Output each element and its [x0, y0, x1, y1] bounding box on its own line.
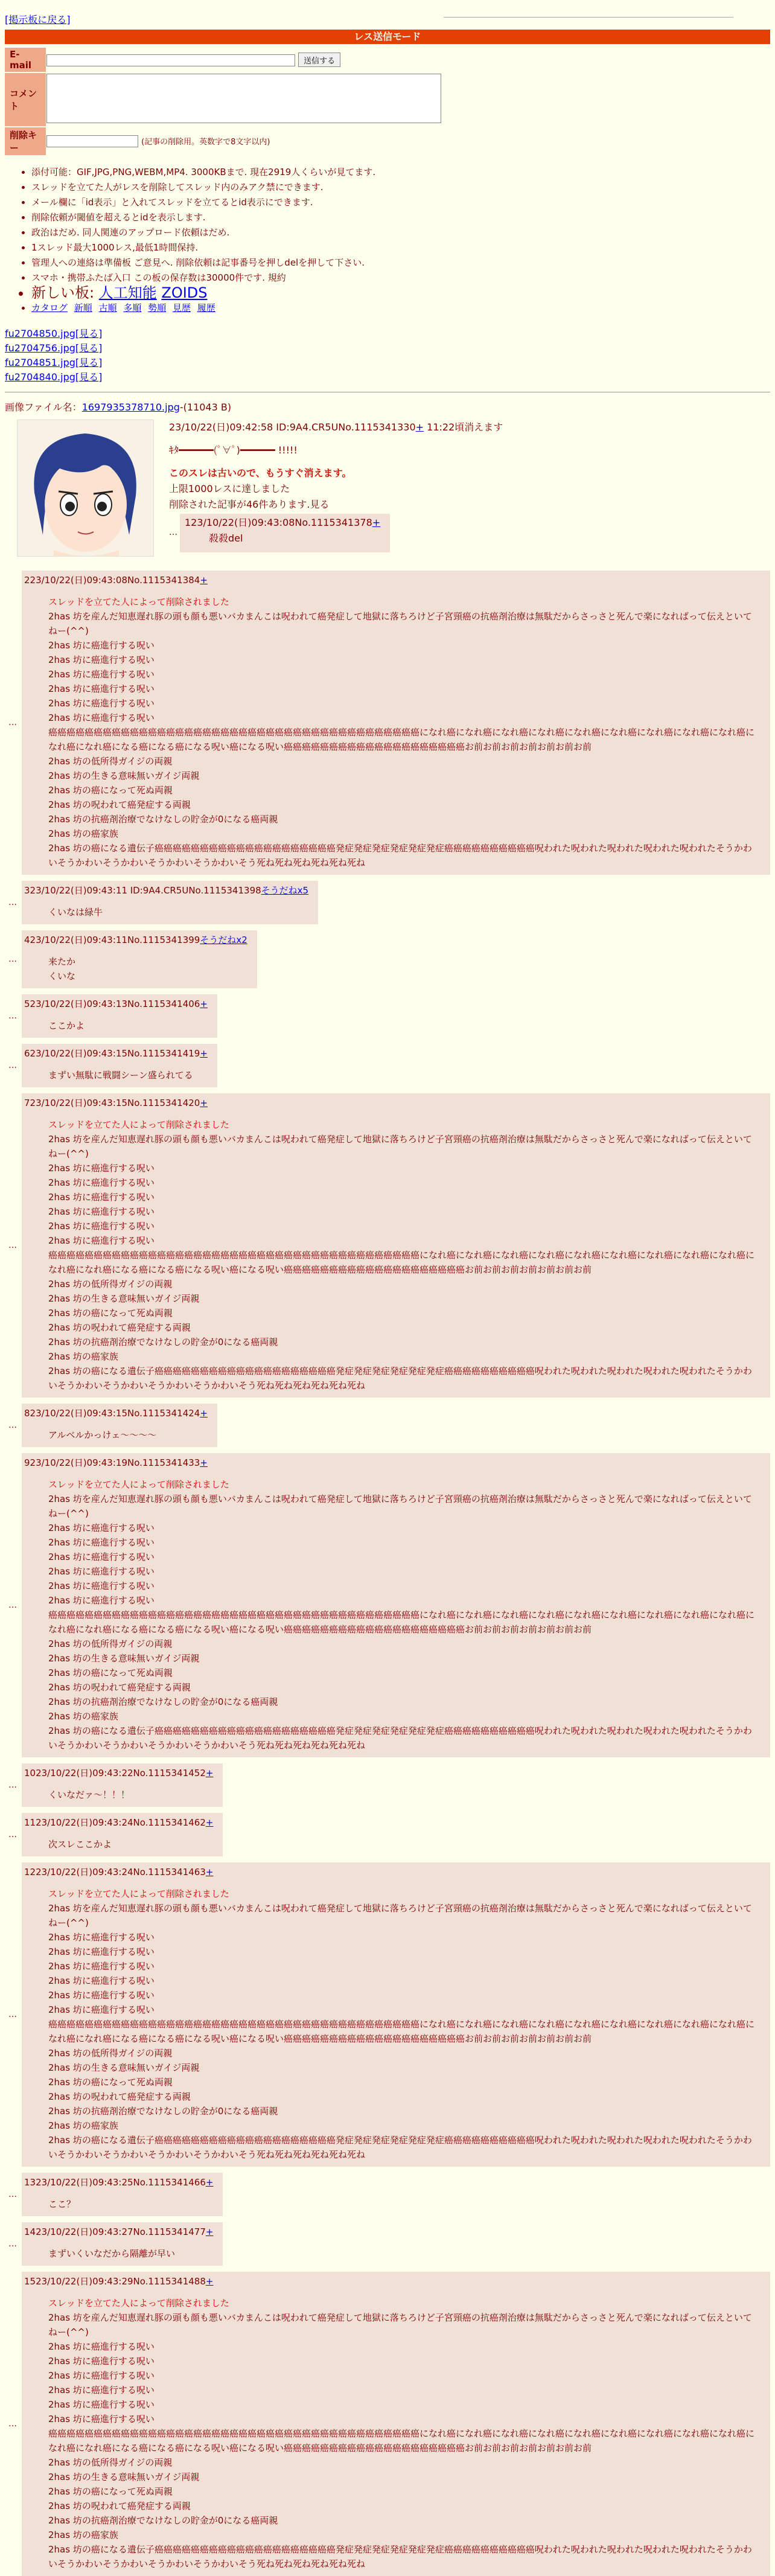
file-view-link[interactable]: [見る] — [75, 357, 103, 368]
reply-line: 2has 坊に癌進行する呪い — [48, 1975, 155, 1986]
op-line1: ｷﾀ━━━━━━(ﾟ∀ﾟ)━━━━━━ !!!!! — [169, 444, 298, 456]
reply-line: 2has 坊に癌進行する呪い — [48, 712, 155, 723]
board-link-zoids[interactable]: ZOIDS — [161, 284, 208, 301]
reply-body: 来たか くいな — [48, 956, 76, 982]
reply-line: 2has 坊に癌進行する呪い — [48, 654, 155, 665]
op-header-text: 23/10/22(日)09:42:58 ID:9A4.CR5UNo.1115341330 — [169, 421, 416, 433]
reply-body: まずい無駄に戦闘シーン盛られてる — [48, 1070, 193, 1081]
reply-row — [5, 1763, 770, 1807]
op-thumbnail[interactable] — [17, 420, 154, 557]
reply-line: 2has 坊の癌家族 — [48, 2530, 118, 2540]
reply-body: ここかよ — [48, 1020, 85, 1031]
email-label: E-mail — [5, 48, 46, 72]
reply-line: 癌癌癌癌癌癌癌癌癌癌癌癌癌癌癌癌癌癌癌癌癌癌癌癌癌癌癌癌癌癌癌癌癌癌癌癌癌癌癌癌癌になれ癌になれ癌になれ癌になれ癌になれ癌になれ癌になれ癌になれ癌になれ癌になれ癌になれ癌になる癌になる癌になる呪い癌になる呪い癌癌癌癌癌癌癌癌癌癌癌癌癌癌癌癌癌癌癌癌お前お前お前お前お前お前お前 — [48, 2428, 755, 2453]
file-link[interactable]: fu2704851.jpg — [5, 357, 75, 368]
reply-line: 2has 坊に癌進行する呪い — [48, 2356, 155, 2367]
reply-line: 2has 坊に癌進行する呪い — [48, 1946, 155, 1957]
reply-line: 2has 坊に癌進行する呪い — [48, 1580, 155, 1591]
reply-dots: … — [169, 528, 177, 537]
file-row — [5, 356, 770, 370]
reply-header — [24, 573, 761, 587]
rule-item: • 1スレッド最大1000レス,最低1時間保持. — [31, 240, 770, 255]
reply-row — [5, 1453, 770, 1757]
reply-line: 2has 坊に癌進行する呪い — [48, 683, 155, 694]
reply-line: 2has 坊の癌になって死ぬ両親 — [48, 1308, 173, 1318]
reply-header — [24, 2274, 761, 2289]
reply-plus-link[interactable]: + — [205, 1867, 214, 1878]
reply-line: 2has 坊の生きる意味無いガイジ両親 — [48, 2062, 200, 2073]
rule-item: • 削除依頼が閾値を超えるとidを表示します. — [31, 210, 770, 225]
reply-dots: … — [8, 1830, 17, 1839]
op-header — [169, 420, 503, 435]
reply-line: 2has 坊を産んだ知恵遅れ豚の頭も顔も悪いバカまんこは呪われて癌発症して地獄に落ちろけど子宮頸癌の抗癌剤治療は無駄だからさっさと死んで楽になればって伝えといてねー(^^) — [48, 2312, 752, 2338]
nav-viewed[interactable]: 見歴 — [172, 302, 191, 313]
reply-plus-link[interactable]: + — [200, 1457, 208, 1468]
old-thread-notice: このスレは古いので、もうすぐ消えます。 — [169, 467, 352, 479]
reply-row — [5, 1813, 770, 1856]
file-row — [5, 327, 770, 341]
reply-header — [24, 883, 308, 898]
op-post — [5, 414, 770, 570]
reply-line: 2has 坊の低所得ガイジの両親 — [48, 756, 173, 767]
reply-line: 2has 坊の抗癌剤治療でなけなしの貯金が0になる癌両親 — [48, 1337, 278, 1347]
reply-dots: … — [8, 2419, 17, 2429]
reply-line: 2has 坊の癌になって死ぬ両親 — [48, 2077, 173, 2088]
reply-line: 2has 坊の呪われて癌発症する両親 — [48, 2091, 191, 2102]
reply-header-text: 1023/10/22(日)09:43:22No.1115341452 — [24, 1768, 206, 1779]
reply-plus-link[interactable]: + — [200, 1408, 208, 1419]
reply-body — [24, 2290, 761, 2571]
reply-dots: … — [8, 2010, 17, 2019]
reply-line: 2has 坊に癌進行する呪い — [48, 1961, 155, 1972]
reply-header — [24, 1865, 761, 1879]
new-boards-prefix: 新しい板: — [31, 284, 95, 301]
reply-row — [5, 881, 770, 924]
reply-line: 2has 坊に癌進行する呪い — [48, 1537, 155, 1548]
reply-line: 2has 坊に癌進行する呪い — [48, 698, 155, 709]
reply-line: 2has 坊の癌になって死ぬ両親 — [48, 2486, 173, 2497]
op-file-size: -(11043 B) — [179, 401, 232, 413]
reply-line: 2has 坊の癌になる遺伝子癌癌癌癌癌癌癌癌癌癌癌癌癌癌癌癌癌癌癌癌発症発症発症発症発症発症癌癌癌癌癌癌癌癌癌癌呪われた呪われた呪われた呪われた呪われたそうかわいそうかわいそうかわいそうかわいそうかわいそう死ね死ね死ね死ね死ね死ね — [48, 2544, 752, 2569]
reply-line: 2has 坊の抗癌剤治療でなけなしの貯金が0になる癌両親 — [48, 814, 278, 825]
rule-item: • スレッドを立てた人がレスを削除してスレッド内のみアク禁にできます. — [31, 180, 770, 195]
reply-row — [5, 1093, 770, 1398]
file-row — [5, 370, 770, 385]
comment-textarea[interactable] — [46, 74, 441, 123]
reply-body — [24, 1881, 761, 2162]
deleted-notice: スレッドを立てた人によって削除されました — [48, 1119, 229, 1130]
reply-line: 2has 坊に癌進行する呪い — [48, 1566, 155, 1577]
reply-header — [185, 515, 380, 531]
rule-item: • メール欄に「id表示」と入れてスレッドを立てるとid表示にできます. — [31, 195, 770, 210]
reply-line: 癌癌癌癌癌癌癌癌癌癌癌癌癌癌癌癌癌癌癌癌癌癌癌癌癌癌癌癌癌癌癌癌癌癌癌癌癌癌癌癌癌になれ癌になれ癌になれ癌になれ癌になれ癌になれ癌になれ癌になれ癌になれ癌になれ癌になれ癌になる癌になる癌になる呪い癌になる呪い癌癌癌癌癌癌癌癌癌癌癌癌癌癌癌癌癌癌癌癌お前お前お前お前お前お前お前 — [48, 1250, 755, 1275]
reply-line: 2has 坊に癌進行する呪い — [48, 1523, 155, 1533]
rule-item: • 管理人への連絡は準備板 ご意見へ. 削除依頼は記事番号を押しdelを押して下さい. — [31, 255, 770, 270]
reply-plus-link[interactable]: + — [200, 999, 208, 1009]
reply-plus-link[interactable]: + — [200, 1048, 208, 1059]
reply-line: 2has 坊に癌進行する呪い — [48, 1552, 155, 1562]
reply-line: 2has 坊の低所得ガイジの両親 — [48, 2048, 173, 2059]
limit-notice: 上限1000レスに達しました — [169, 483, 290, 494]
reply-row — [5, 994, 770, 1038]
reply-header-text: 1323/10/22(日)09:43:25No.1115341466 — [24, 2177, 206, 2188]
reply-header — [24, 2175, 213, 2190]
reply-line: 2has 坊に癌進行する呪い — [48, 1206, 155, 1217]
return-link-row — [5, 12, 770, 26]
reply-post — [22, 1763, 223, 1807]
reply-dots: … — [8, 2239, 17, 2249]
reply-dots: … — [8, 1780, 17, 1790]
reply-dots: … — [8, 2190, 17, 2199]
file-list — [5, 327, 770, 385]
reply-post — [22, 1093, 770, 1398]
view-nav — [31, 301, 770, 316]
return-to-board-link[interactable]: [掲示板に戻る] — [5, 14, 71, 25]
reply-header-text: 423/10/22(日)09:43:11No.1115341399 — [24, 935, 200, 945]
reply-dots: … — [8, 718, 17, 727]
reply-dots: … — [8, 1600, 17, 1610]
reply-line: 2has 坊の低所得ガイジの両親 — [48, 1638, 173, 1649]
reply-dots: … — [8, 954, 17, 964]
file-link[interactable]: fu2704756.jpg — [5, 342, 75, 354]
reply-row — [5, 2173, 770, 2216]
reply-body — [24, 1111, 761, 1393]
reply-line: 2has 坊の呪われて癌発症する両親 — [48, 1682, 191, 1693]
file-link[interactable]: fu2704850.jpg — [5, 328, 75, 339]
reply-header — [24, 2225, 213, 2239]
reply-post — [22, 2222, 223, 2266]
reply-post — [22, 1404, 217, 1447]
reply-line: 2has 坊に癌進行する呪い — [48, 2399, 155, 2410]
reply-plus-link[interactable]: + — [205, 2276, 214, 2287]
nav-many[interactable]: 多順 — [123, 302, 142, 313]
rule-item: • 政治はだめ. 同人関連のアップロード依頼はだめ. — [31, 225, 770, 240]
reply-body: くいなは緑牛 — [48, 907, 103, 918]
board-link-ai[interactable]: 人工知能 — [98, 284, 157, 301]
reply-header-text: 923/10/22(日)09:43:19No.1115341433 — [24, 1457, 200, 1468]
reply-line: 2has 坊の癌になって死ぬ両親 — [48, 785, 173, 796]
reply-body: アルベルかっけェ〜〜〜〜 — [48, 1430, 157, 1440]
delete-key-label: 削除キー — [5, 127, 46, 155]
reply-plus-link[interactable]: + — [372, 517, 381, 528]
reply-post — [22, 2272, 770, 2576]
reply-line: 2has 坊の呪われて癌発症する両親 — [48, 1322, 191, 1333]
reply-header-text: 1123/10/22(日)09:43:24No.1115341462 — [24, 1817, 206, 1828]
reply-header-text: 1523/10/22(日)09:43:29No.1115341488 — [24, 2276, 206, 2287]
reply-line: 2has 坊の抗癌剤治療でなけなしの貯金が0になる癌両親 — [48, 1696, 278, 1707]
rule-item: • 添付可能：GIF,JPG,PNG,WEBM,MP4. 3000KBまで. 現在2919人くらいが見てます. — [31, 165, 770, 180]
reply-dots: … — [8, 1061, 17, 1070]
reply-header-text: 723/10/22(日)09:43:15No.1115341420 — [24, 1098, 200, 1108]
reply-body: まずいくいなだから隔離が早い — [48, 2248, 176, 2259]
reply-line: 2has 坊の癌になる遺伝子癌癌癌癌癌癌癌癌癌癌癌癌癌癌癌癌癌癌癌癌発症発症発症発症発症発症癌癌癌癌癌癌癌癌癌癌呪われた呪われた呪われた呪われた呪われたそうかわいそうかわいそうかわいそうかわいそうかわいそう死ね死ね死ね死ね死ね死ね — [48, 2135, 752, 2160]
reply-post — [22, 994, 217, 1038]
new-boards — [31, 286, 770, 301]
delete-key-hint: (記事の削除用。英数字で8文字以内) — [141, 137, 270, 147]
reply-row — [5, 1862, 770, 2167]
reply-header-text: 823/10/22(日)09:43:15No.1115341424 — [24, 1408, 200, 1419]
reply-line: 2has 坊の抗癌剤治療でなけなしの貯金が0になる癌両親 — [48, 2106, 278, 2117]
reply-header — [24, 1406, 208, 1421]
reply-line: 2has 坊に癌進行する呪い — [48, 1221, 155, 1232]
reply-agree-link[interactable]: そうだねx5 — [261, 885, 309, 896]
reply-header-text: 523/10/22(日)09:43:13No.1115341406 — [24, 999, 200, 1009]
reply-line: 2has 坊の呪われて癌発症する両親 — [48, 2501, 191, 2511]
reply-row — [5, 1044, 770, 1087]
reply-row — [5, 1404, 770, 1447]
reply-line: 2has 坊の生きる意味無いガイジ両親 — [48, 1653, 200, 1664]
reply-header-text: 323/10/22(日)09:43:11 ID:9A4.CR5UNo.1115341398 — [24, 885, 261, 896]
reply-line: 2has 坊の抗癌剤治療でなけなしの貯金が0になる癌両親 — [48, 2515, 278, 2526]
reply-line: 2has 坊の生きる意味無いガイジ両親 — [48, 1293, 200, 1304]
reply-line: 2has 坊に癌進行する呪い — [48, 2385, 155, 2395]
reply-line: 癌癌癌癌癌癌癌癌癌癌癌癌癌癌癌癌癌癌癌癌癌癌癌癌癌癌癌癌癌癌癌癌癌癌癌癌癌癌癌癌癌になれ癌になれ癌になれ癌になれ癌になれ癌になれ癌になれ癌になれ癌になれ癌になれ癌になれ癌になる癌になる癌になる呪い癌になる呪い癌癌癌癌癌癌癌癌癌癌癌癌癌癌癌癌癌癌癌癌お前お前お前お前お前お前お前 — [48, 2019, 755, 2044]
reply-line: 2has 坊に癌進行する呪い — [48, 640, 155, 651]
reply-header — [24, 933, 247, 947]
deleted-notice: スレッドを立てた人によって削除されました — [48, 596, 229, 607]
reply-row — [5, 2222, 770, 2266]
file-row — [5, 341, 770, 356]
reply-header — [24, 1096, 761, 1110]
anime-face-icon — [18, 420, 153, 556]
reply-line: 2has 坊に癌進行する呪い — [48, 2370, 155, 2381]
reply-line: 2has 坊に癌進行する呪い — [48, 2004, 155, 2015]
reply-header-text: 123/10/22(日)09:43:08No.1115341378 — [185, 517, 372, 528]
op-file-label: 画像ファイル名： — [5, 401, 82, 413]
reply-line: 2has 坊に癌進行する呪い — [48, 1163, 155, 1174]
reply-post — [22, 1862, 770, 2167]
reply-list — [5, 570, 770, 2576]
reply-line: 2has 坊の癌になる遺伝子癌癌癌癌癌癌癌癌癌癌癌癌癌癌癌癌癌癌癌癌発症発症発症発症発症発症癌癌癌癌癌癌癌癌癌癌呪われた呪われた呪われた呪われた呪われたそうかわいそうかわいそうかわいそうかわいそうかわいそう死ね死ね死ね死ね死ね死ね — [48, 1366, 752, 1391]
reply-dots: … — [8, 1241, 17, 1250]
reply-header-text: 223/10/22(日)09:43:08No.1115341384 — [24, 575, 200, 586]
reply-header — [24, 1815, 213, 1830]
nav-old[interactable]: 古順 — [98, 302, 117, 313]
file-view-link[interactable]: [見る] — [75, 342, 103, 354]
reply-header-text: 1423/10/22(日)09:43:27No.1115341477 — [24, 2226, 206, 2237]
reply-line: 癌癌癌癌癌癌癌癌癌癌癌癌癌癌癌癌癌癌癌癌癌癌癌癌癌癌癌癌癌癌癌癌癌癌癌癌癌癌癌癌癌になれ癌になれ癌になれ癌になれ癌になれ癌になれ癌になれ癌になれ癌になれ癌になれ癌になれ癌になる癌になる癌になる呪い癌になる呪い癌癌癌癌癌癌癌癌癌癌癌癌癌癌癌癌癌癌癌癌お前お前お前お前お前お前お前 — [48, 1609, 755, 1635]
reply-line: 2has 坊に癌進行する呪い — [48, 1990, 155, 2001]
reply-post — [22, 1453, 770, 1757]
nav-catalog[interactable]: カタログ — [31, 302, 68, 313]
reply-body: 次スレここかよ — [48, 1839, 112, 1850]
reply-line: 2has 坊の癌になる遺伝子癌癌癌癌癌癌癌癌癌癌癌癌癌癌癌癌癌癌癌癌発症発症発症発症発症発症癌癌癌癌癌癌癌癌癌癌呪われた呪われた呪われた呪われた呪われたそうかわいそうかわいそうかわいそうかわいそうかわいそう死ね死ね死ね死ね死ね死ね — [48, 1725, 752, 1751]
op-expire: 11:22頃消えます — [424, 421, 503, 433]
reply-line: 2has 坊の呪われて癌発症する両親 — [48, 799, 191, 810]
reply-post — [22, 930, 257, 988]
reply-post — [22, 2173, 223, 2216]
op-plus-link[interactable]: + — [415, 421, 424, 433]
file-view-link[interactable]: [見る] — [75, 371, 103, 383]
reply-post — [22, 1044, 217, 1087]
reply-header — [24, 1766, 213, 1780]
reply-post — [22, 570, 770, 875]
reply-line: 2has 坊に癌進行する呪い — [48, 1932, 155, 1943]
reply-row — [5, 930, 770, 988]
reply-line: 2has 坊に癌進行する呪い — [48, 1595, 155, 1606]
nav-momentum[interactable]: 勢順 — [148, 302, 167, 313]
op-file-info — [5, 400, 770, 414]
email-field[interactable] — [46, 54, 295, 66]
reply-form — [5, 46, 442, 156]
reply-body: ここ？ — [48, 2199, 76, 2210]
reply-header — [24, 997, 208, 1011]
reply-line: 2has 坊の生きる意味無いガイジ両親 — [48, 2472, 200, 2482]
reply-line: 2has 坊の癌になる遺伝子癌癌癌癌癌癌癌癌癌癌癌癌癌癌癌癌癌癌癌癌発症発症発症発症発症発症癌癌癌癌癌癌癌癌癌癌呪われた呪われた呪われた呪われた呪われたそうかわいそうかわいそうかわいそうかわいそうかわいそう死ね死ね死ね死ね死ね死ね — [48, 843, 752, 868]
reply-line: 2has 坊の癌になって死ぬ両親 — [48, 1667, 173, 1678]
reply-body: くいなだァ〜！！！ — [48, 1789, 130, 1800]
reply-dots: … — [8, 1011, 17, 1021]
reply-agree-link[interactable]: そうだねx2 — [200, 935, 247, 945]
reply-line: 2has 坊に癌進行する呪い — [48, 1235, 155, 1246]
reply-line: 2has 坊に癌進行する呪い — [48, 1177, 155, 1188]
board-rules — [5, 165, 770, 316]
deleted-notice: スレッドを立てた人によって削除されました — [48, 1479, 229, 1490]
reply-line: 2has 坊を産んだ知恵遅れ豚の頭も顔も悪いバカまんこは呪われて癌発症して地獄に落ちろけど子宮頸癌の抗癌剤治療は無駄だからさっさと死んで楽になればって伝えといてねー(^^) — [48, 1903, 752, 1928]
reply-body — [24, 589, 761, 870]
reply-header — [24, 1456, 761, 1470]
reply-header — [24, 1046, 208, 1061]
reply-post — [22, 881, 318, 924]
reply-plus-link[interactable]: + — [200, 1098, 208, 1108]
reply-line: 2has 坊の癌家族 — [48, 2120, 118, 2131]
op-content — [169, 420, 503, 552]
reply-line: 2has 坊に癌進行する呪い — [48, 1192, 155, 1203]
reply-plus-link[interactable]: + — [205, 1768, 214, 1779]
nav-history[interactable]: 履歴 — [197, 302, 215, 313]
reply-line: 2has 坊の癌家族 — [48, 828, 118, 839]
reply-row — [5, 570, 770, 875]
reply-line: 2has 坊の癌家族 — [48, 1711, 118, 1722]
reply-line: 2has 坊を産んだ知恵遅れ豚の頭も顔も悪いバカまんこは呪われて癌発症して地獄に落ちろけど子宮頸癌の抗癌剤治療は無駄だからさっさと死んで楽になればって伝えといてねー(^^) — [48, 611, 752, 636]
deleted-count-notice: 削除された記事が46件あります.見る — [169, 499, 330, 510]
reply-body — [24, 1471, 761, 1753]
submit-button[interactable]: 送信する — [298, 53, 340, 67]
delete-key-field[interactable] — [46, 135, 138, 147]
reply-line: 2has 坊の低所得ガイジの両親 — [48, 2457, 173, 2468]
reply-line: 2has 坊に癌進行する呪い — [48, 2341, 155, 2352]
reply-dots: … — [8, 898, 17, 907]
rule-item: • スマホ・携帯ふたば入口 この板の保存数は30000件です. 規約 — [31, 270, 770, 286]
file-link[interactable]: fu2704840.jpg — [5, 371, 75, 383]
reply-row — [5, 2272, 770, 2576]
reply-post — [180, 514, 390, 552]
reply-mode-bar: レス送信モード — [5, 30, 770, 44]
reply-dots: … — [8, 1421, 17, 1430]
reply-line: 2has 坊の生きる意味無いガイジ両親 — [48, 770, 200, 781]
reply-plus-link[interactable]: + — [205, 2177, 214, 2188]
deleted-notice: スレッドを立てた人によって削除されました — [48, 1888, 229, 1899]
reply-header-text: 623/10/22(日)09:43:15No.1115341419 — [24, 1048, 200, 1059]
reply-plus-link[interactable]: + — [205, 2226, 214, 2237]
reply-plus-link[interactable]: + — [200, 575, 208, 586]
reply-post — [22, 1813, 223, 1856]
reply-line: 2has 坊を産んだ知恵遅れ豚の頭も顔も悪いバカまんこは呪われて癌発症して地獄に落ちろけど子宮頸癌の抗癌剤治療は無駄だからさっさと死んで楽になればって伝えといてねー(^^) — [48, 1494, 752, 1519]
reply-plus-link[interactable]: + — [205, 1817, 214, 1828]
comment-label: コメント — [5, 73, 46, 126]
nav-new[interactable]: 新順 — [74, 302, 92, 313]
reply-line: 2has 坊に癌進行する呪い — [48, 2414, 155, 2424]
file-view-link[interactable]: [見る] — [75, 328, 103, 339]
reply-line: 2has 坊に癌進行する呪い — [48, 669, 155, 680]
reply-header-text: 1223/10/22(日)09:43:24No.1115341463 — [24, 1867, 206, 1878]
reply-line: 癌癌癌癌癌癌癌癌癌癌癌癌癌癌癌癌癌癌癌癌癌癌癌癌癌癌癌癌癌癌癌癌癌癌癌癌癌癌癌癌癌になれ癌になれ癌になれ癌になれ癌になれ癌になれ癌になれ癌になれ癌になれ癌になれ癌になれ癌になる癌になる癌になる呪い癌になる呪い癌癌癌癌癌癌癌癌癌癌癌癌癌癌癌癌癌癌癌癌お前お前お前お前お前お前お前 — [48, 727, 755, 752]
reply-body: 殺殺del — [209, 532, 243, 544]
top-divider — [444, 17, 733, 18]
op-file-link[interactable]: 1697935378710.jpg — [81, 401, 180, 413]
deleted-notice: スレッドを立てた人によって削除されました — [48, 2298, 229, 2309]
reply-line: 2has 坊の低所得ガイジの両親 — [48, 1279, 173, 1290]
reply-line: 2has 坊の癌家族 — [48, 1351, 118, 1362]
reply-line: 2has 坊を産んだ知恵遅れ豚の頭も顔も悪いバカまんこは呪われて癌発症して地獄に落ちろけど子宮頸癌の抗癌剤治療は無駄だからさっさと死んで楽になればって伝えといてねー(^^) — [48, 1134, 752, 1159]
